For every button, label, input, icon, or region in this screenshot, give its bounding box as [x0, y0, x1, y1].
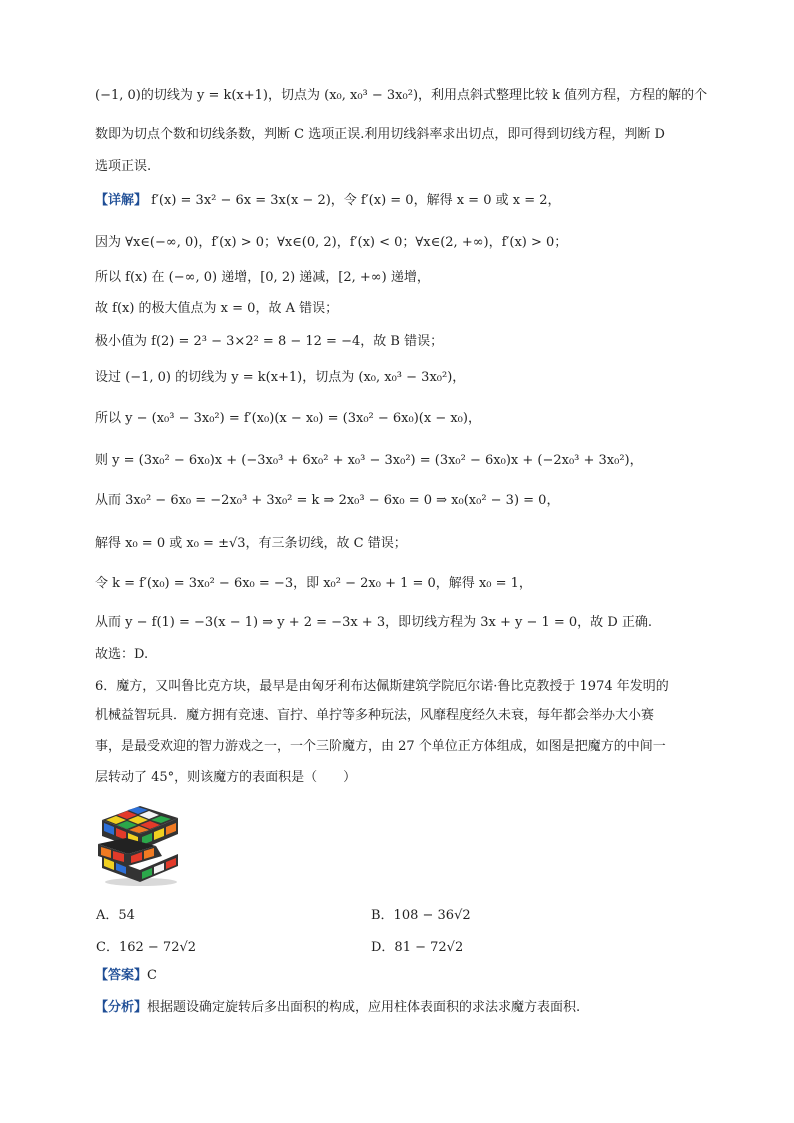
step-line-7: 则 y = (3x₀² − 6x₀)x + (−3x₀³ + 6x₀² + x₀³ − 3x₀²) = (3x₀² − 6x₀)x + (−2x₀³ + 3x₀²)， [95, 453, 643, 468]
option-b: B．108 − 36√2 [371, 908, 471, 923]
analysis-tag: 【分析】 [95, 1000, 148, 1015]
detail-tag: 【详解】 [95, 193, 148, 208]
option-c: C．162 − 72√2 [96, 940, 197, 955]
step-line-3: 故 f(x) 的极大值点为 x = 0，故 A 错误； [95, 301, 339, 316]
option-a: A．54 [96, 908, 135, 923]
intro-line-3: 选项正误. [95, 159, 152, 174]
option-d: D．81 − 72√2 [371, 940, 464, 955]
question-line-3: 事，是最受欢迎的智力游戏之一，一个三阶魔方，由 27 个单位正方体组成，如图是把魔方的中间一 [95, 739, 666, 754]
detail-text: f′(x) = 3x² − 6x = 3x(x − 2)，令 f′(x) = 0，解得 x = 0 或 x = 2， [147, 193, 561, 208]
step-line-1: 因为 ∀x∈(−∞, 0)，f′(x) > 0；∀x∈(0, 2)，f′(x) < 0；∀x∈(2, +∞)，f′(x) > 0； [95, 235, 568, 250]
question-line-1: 6．魔方，又叫鲁比克方块，最早是由匈牙利布达佩斯建筑学院厄尔诺·鲁比克教授于 1974 年发明的 [95, 679, 669, 694]
step-line-11: 从而 y − f(1) = −3(x − 1) ⇒ y + 2 = −3x + 3，即切线方程为 3x + y − 1 = 0，故 D 正确. [95, 615, 653, 630]
step-line-6: 所以 y − (x₀³ − 3x₀²) = f′(x₀)(x − x₀) = (3x₀² − 6x₀)(x − x₀)， [95, 411, 481, 426]
step-line-8: 从而 3x₀² − 6x₀ = −2x₀³ + 3x₀² = k ⇒ 2x₀³ − 6x₀ = 0 ⇒ x₀(x₀² − 3) = 0， [95, 493, 560, 508]
analysis-line [95, 998, 580, 1018]
detail-line [95, 191, 561, 211]
answer-line [95, 966, 157, 986]
step-line-2: 所以 f(x) 在 (−∞, 0) 递增，[0, 2) 递减，[2, +∞) 递增， [95, 270, 430, 285]
answer-tag: 【答案】 [95, 968, 148, 983]
step-line-5: 设过 (−1, 0) 的切线为 y = k(x+1)，切点为 (x₀, x₀³ − 3x₀²)， [95, 370, 466, 385]
step-line-9: 解得 x₀ = 0 或 x₀ = ±√3，有三条切线，故 C 错误； [95, 536, 407, 551]
question-line-2: 机械益智玩具．魔方拥有竞速、盲拧、单拧等多种玩法，风靡程度经久未衰，每年都会举办大小赛 [95, 708, 655, 723]
intro-line-1: (−1, 0)的切线为 y = k(x+1)，切点为 (x₀, x₀³ − 3x₀²)，利用点斜式整理比较 k 值列方程，方程的解的个 [95, 88, 708, 103]
answer-value: C [147, 968, 157, 983]
intro-line-2: 数即为切点个数和切线条数，判断 C 选项正误.利用切线斜率求出切点，即可得到切线方程，判断 D [95, 127, 665, 142]
step-line-4: 极小值为 f(2) = 2³ − 3×2² = 8 − 12 = −4，故 B 错误； [95, 334, 444, 349]
question-line-4: 层转动了 45°，则该魔方的表面积是（ ） [95, 770, 357, 785]
step-line-10: 令 k = f′(x₀) = 3x₀² − 6x₀ = −3，即 x₀² − 2x₀ + 1 = 0，解得 x₀ = 1， [95, 576, 532, 591]
analysis-text: 根据题设确定旋转后多出面积的构成，应用柱体表面积的求法求魔方表面积. [147, 1000, 581, 1015]
rubiks-cube-image [96, 800, 180, 886]
step-line-12: 故选：D. [95, 647, 149, 662]
